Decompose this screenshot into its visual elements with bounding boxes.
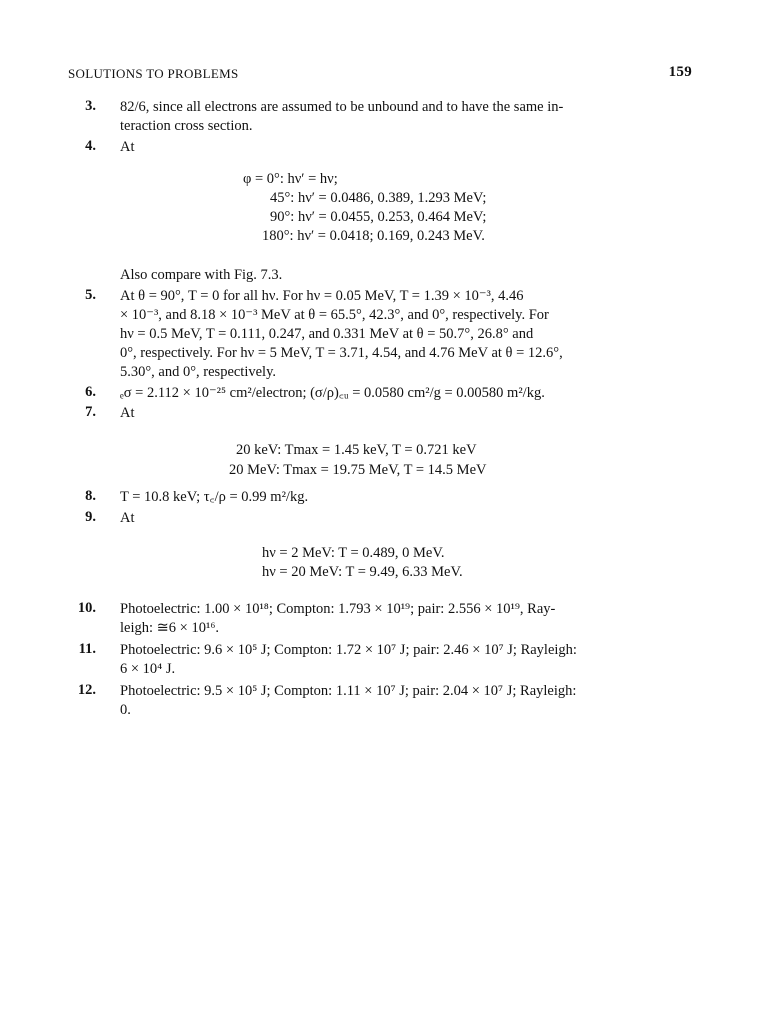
page-number: 159: [668, 64, 692, 80]
item-number-11: 11.: [78, 641, 96, 657]
item-9-display-line: hν = 20 MeV: T = 9.49, 6.33 MeV.: [262, 564, 463, 580]
item-9-text: At: [120, 510, 135, 526]
item-10-line: leigh: ≅6 × 10¹⁶.: [120, 620, 220, 636]
item-number-7: 7.: [85, 404, 96, 420]
item-11-line: 6 × 10⁴ J.: [120, 661, 176, 677]
item-5-line: 0°, respectively. For hν = 5 MeV, T = 3.71, 4.54, and 4.76 MeV at θ = 12.6°,: [120, 345, 563, 361]
item-5-line: 5.30°, and 0°, respectively.: [120, 364, 277, 380]
item-number-4: 4.: [85, 138, 96, 154]
item-7-display-line: 20 keV: Tmax = 1.45 keV, T = 0.721 keV: [236, 442, 477, 458]
item-5-line: At θ = 90°, T = 0 for all hν. For hν = 0.05 MeV, T = 1.39 × 10⁻³, 4.46: [120, 288, 524, 304]
item-11-line: Photoelectric: 9.6 × 10⁵ J; Compton: 1.72 × 10⁷ J; pair: 2.46 × 10⁷ J; Rayleigh:: [120, 642, 577, 658]
item-7-text: At: [120, 405, 135, 421]
item-4-text: At: [120, 139, 135, 155]
item-11-text: [120, 641, 695, 679]
item-3-line: 82/6, since all electrons are assumed to be unbound and to have the same in-: [120, 99, 564, 115]
item-10-line: Photoelectric: 1.00 × 10¹⁸; Compton: 1.793 × 10¹⁹; pair: 2.556 × 10¹⁹, Ray-: [120, 601, 556, 617]
item-3-line: teraction cross section.: [120, 118, 253, 134]
item-5-line: hν = 0.5 MeV, T = 0.111, 0.247, and 0.331 MeV at θ = 50.7°, 26.8° and: [120, 326, 534, 342]
item-5-text: [120, 287, 695, 382]
item-5-line: × 10⁻³, and 8.18 × 10⁻³ MeV at θ = 65.5°, 42.3°, and 0°, respectively. For: [120, 307, 549, 323]
item-number-8: 8.: [85, 488, 96, 504]
item-number-3: 3.: [85, 98, 96, 114]
item-4-display-line: 90°: hν′ = 0.0455, 0.253, 0.464 MeV;: [270, 209, 487, 225]
item-8-text: T = 10.8 keV; τ꜀/ρ = 0.99 m²/kg.: [120, 489, 309, 505]
item-3-text: [120, 98, 695, 136]
item-4-note: Also compare with Fig. 7.3.: [120, 267, 283, 283]
item-4-display-line: φ = 0°: hν′ = hν;: [243, 171, 338, 187]
item-number-9: 9.: [85, 509, 96, 525]
item-12-text: [120, 682, 695, 720]
item-number-6: 6.: [85, 384, 96, 400]
running-title: SOLUTIONS TO PROBLEMS: [68, 66, 239, 81]
item-7-display-line: 20 MeV: Tmax = 19.75 MeV, T = 14.5 MeV: [229, 462, 487, 478]
item-4-display-line: 180°: hν′ = 0.0418; 0.169, 0.243 MeV.: [262, 228, 485, 244]
item-4-display-line: 45°: hν′ = 0.0486, 0.389, 1.293 MeV;: [270, 190, 487, 206]
item-number-10: 10.: [77, 600, 96, 616]
item-9-display-line: hν = 2 MeV: T = 0.489, 0 MeV.: [262, 545, 445, 561]
item-10-text: [120, 600, 695, 638]
item-12-line: 0.: [120, 702, 131, 718]
item-6-text: ₑσ = 2.112 × 10⁻²⁵ cm²/electron; (σ/ρ)꜀ᵤ = 0.0580 cm²/g = 0.00580 m²/kg.: [120, 385, 545, 401]
item-number-5: 5.: [85, 287, 96, 303]
item-number-12: 12.: [77, 682, 96, 698]
item-12-line: Photoelectric: 9.5 × 10⁵ J; Compton: 1.11 × 10⁷ J; pair: 2.04 × 10⁷ J; Rayleigh:: [120, 683, 577, 699]
